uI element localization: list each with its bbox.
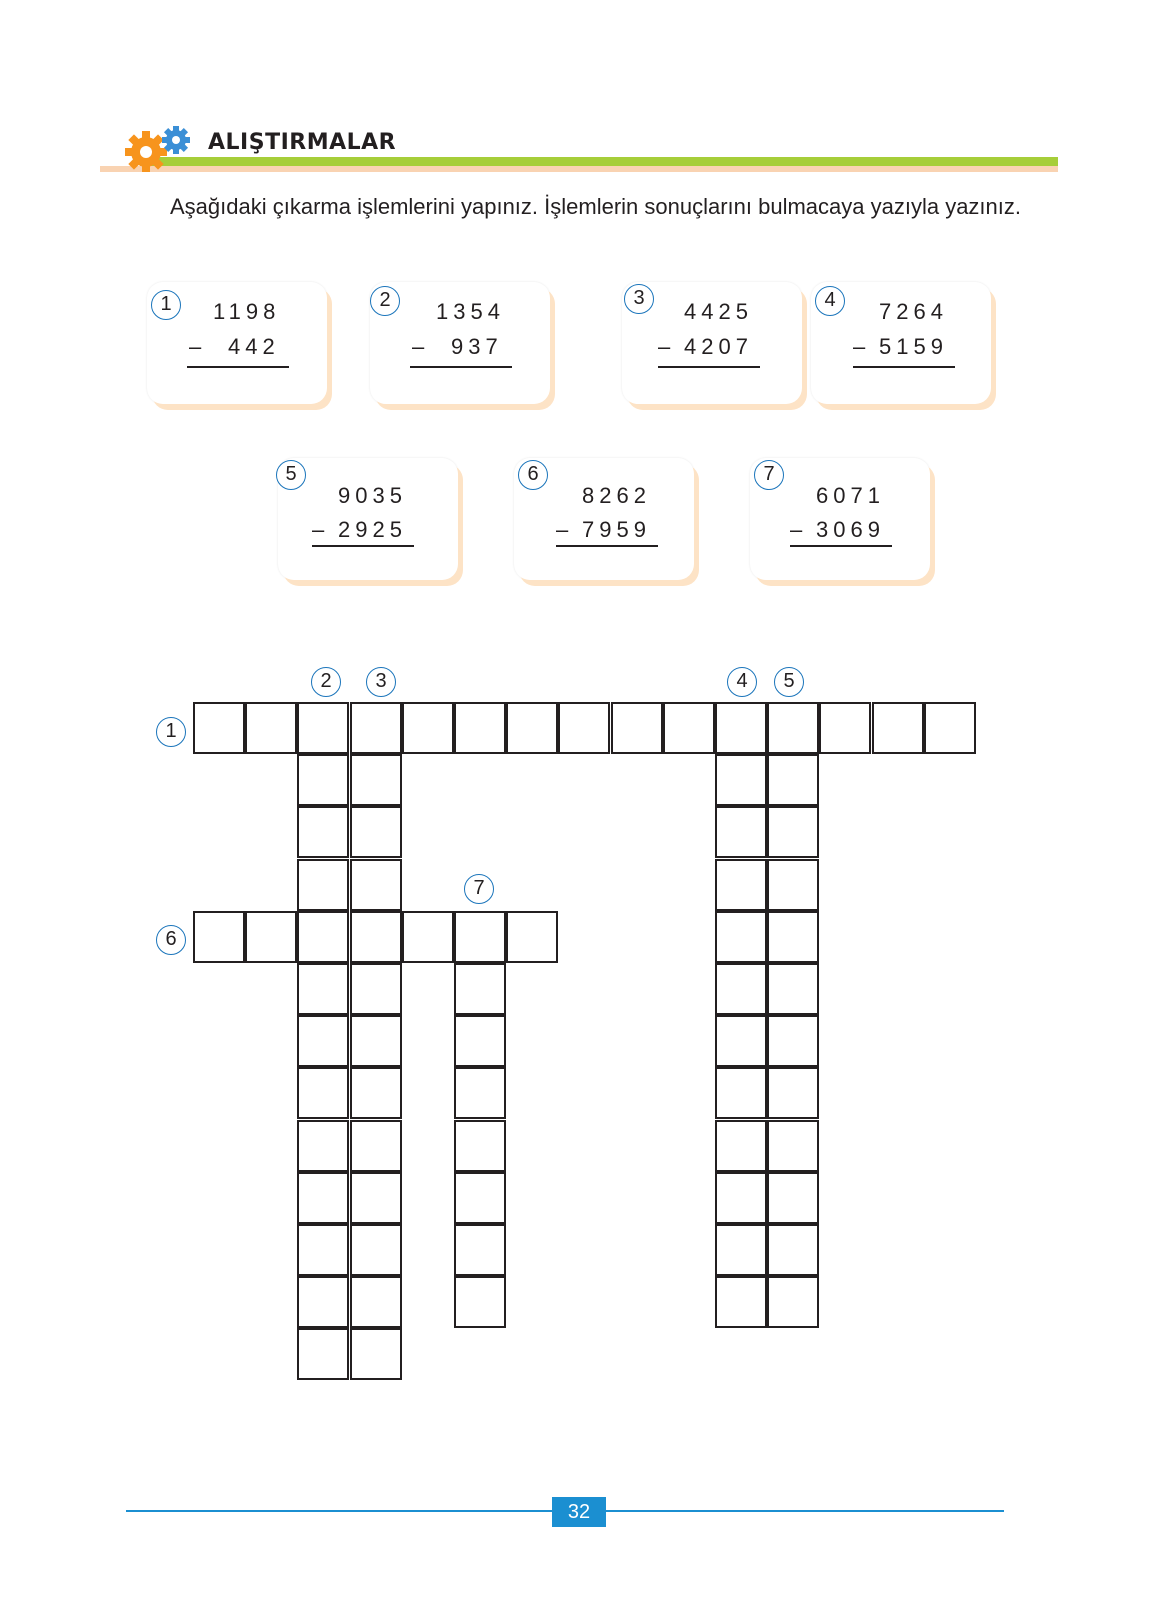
clue-number-4: 4 — [727, 667, 757, 697]
minus-sign: – — [312, 517, 325, 542]
grid-cell[interactable] — [454, 1067, 506, 1119]
grid-cell[interactable] — [350, 1224, 402, 1276]
subtrahend: 2925 — [338, 517, 407, 542]
subtrahend: 937 — [451, 334, 503, 359]
minuend: 1354 — [436, 299, 505, 324]
grid-cell[interactable] — [297, 1276, 349, 1328]
minuend: 6071 — [816, 483, 885, 508]
problem-card-3 — [622, 282, 802, 404]
grid-cell[interactable] — [872, 702, 924, 754]
section-header — [100, 122, 1058, 174]
gears-icon — [124, 124, 204, 172]
grid-cell[interactable] — [297, 963, 349, 1015]
problem-number: 7 — [754, 460, 784, 490]
grid-cell[interactable] — [715, 1276, 767, 1328]
result-line — [410, 366, 512, 368]
page-number: 32 — [552, 1497, 606, 1527]
minus-sign: – — [412, 334, 425, 359]
minuend: 1198 — [213, 299, 281, 324]
footer-line-left — [126, 1510, 552, 1512]
grid-cell[interactable] — [297, 754, 349, 806]
grid-cell[interactable] — [767, 1015, 819, 1067]
grid-cell[interactable] — [558, 702, 610, 754]
grid-cell[interactable] — [350, 702, 402, 754]
grid-cell[interactable] — [350, 1015, 402, 1067]
minus-sign: – — [853, 334, 866, 359]
grid-cell[interactable] — [454, 702, 506, 754]
grid-cell[interactable] — [454, 1120, 506, 1172]
grid-cell[interactable] — [350, 1120, 402, 1172]
clue-number-5: 5 — [774, 667, 804, 697]
grid-cell[interactable] — [350, 1328, 402, 1380]
grid-cell[interactable] — [350, 1276, 402, 1328]
grid-cell[interactable] — [611, 702, 663, 754]
minus-sign: – — [658, 334, 671, 359]
problem-number: 2 — [370, 286, 400, 316]
grid-cell[interactable] — [454, 1224, 506, 1276]
grid-cell[interactable] — [245, 702, 297, 754]
grid-cell[interactable] — [506, 911, 558, 963]
clue-number-3: 3 — [366, 667, 396, 697]
minuend: 7264 — [879, 299, 948, 324]
grid-cell[interactable] — [297, 1172, 349, 1224]
grid-cell[interactable] — [715, 806, 767, 858]
header-underline-peach — [100, 166, 1058, 172]
grid-cell[interactable] — [297, 702, 349, 754]
minus-sign: – — [790, 517, 803, 542]
header-underline-green — [140, 157, 1058, 166]
clue-number-2: 2 — [311, 667, 341, 697]
grid-cell[interactable] — [454, 1276, 506, 1328]
subtrahend: 3069 — [816, 517, 885, 542]
problem-card-1 — [147, 282, 327, 404]
minuend: 8262 — [582, 483, 651, 508]
grid-cell[interactable] — [297, 1067, 349, 1119]
grid-cell[interactable] — [297, 1015, 349, 1067]
grid-cell[interactable] — [350, 963, 402, 1015]
grid-cell[interactable] — [402, 702, 454, 754]
grid-cell[interactable] — [506, 702, 558, 754]
grid-cell[interactable] — [715, 1015, 767, 1067]
grid-cell[interactable] — [715, 859, 767, 911]
clue-number-7: 7 — [464, 874, 494, 904]
grid-cell[interactable] — [402, 911, 454, 963]
grid-cell[interactable] — [454, 963, 506, 1015]
footer-line-right — [606, 1510, 1004, 1512]
grid-cell[interactable] — [350, 754, 402, 806]
grid-cell[interactable] — [350, 911, 402, 963]
grid-cell[interactable] — [924, 702, 976, 754]
result-line — [556, 545, 658, 547]
grid-cell[interactable] — [767, 1067, 819, 1119]
result-line — [187, 366, 289, 368]
grid-cell[interactable] — [767, 963, 819, 1015]
instructions-text: Aşağıdaki çıkarma işlemlerini yapınız. İşlemlerin sonuçlarını bulmacaya yazıyla yazınız. — [170, 194, 1022, 219]
grid-cell[interactable] — [715, 1172, 767, 1224]
grid-cell[interactable] — [767, 1120, 819, 1172]
grid-cell[interactable] — [350, 1067, 402, 1119]
minuend: 9035 — [338, 483, 407, 508]
grid-cell[interactable] — [767, 702, 819, 754]
grid-cell[interactable] — [767, 911, 819, 963]
problem-number: 6 — [518, 460, 548, 490]
grid-cell[interactable] — [297, 806, 349, 858]
grid-cell[interactable] — [350, 859, 402, 911]
problem-number: 1 — [151, 290, 181, 320]
grid-cell[interactable] — [297, 1120, 349, 1172]
section-title: ALIŞTIRMALAR — [208, 130, 397, 155]
grid-cell[interactable] — [767, 1276, 819, 1328]
subtrahend: 4207 — [684, 334, 753, 359]
grid-cell[interactable] — [767, 1224, 819, 1276]
problem-number: 4 — [815, 286, 845, 316]
minus-sign: – — [189, 334, 202, 359]
grid-cell[interactable] — [454, 911, 506, 963]
grid-cell[interactable] — [193, 911, 245, 963]
grid-cell[interactable] — [767, 806, 819, 858]
grid-cell[interactable] — [350, 1172, 402, 1224]
grid-cell[interactable] — [245, 911, 297, 963]
problem-number: 5 — [276, 460, 306, 490]
grid-cell[interactable] — [193, 702, 245, 754]
grid-cell[interactable] — [715, 754, 767, 806]
grid-cell[interactable] — [454, 1172, 506, 1224]
problem-card-4 — [811, 282, 991, 404]
subtrahend: 5159 — [879, 334, 948, 359]
grid-cell[interactable] — [767, 859, 819, 911]
grid-cell[interactable] — [715, 1224, 767, 1276]
grid-cell[interactable] — [297, 859, 349, 911]
minus-sign: – — [556, 517, 569, 542]
minuend: 4425 — [684, 299, 753, 324]
clue-number-1: 1 — [156, 717, 186, 747]
result-line — [658, 366, 760, 368]
grid-cell[interactable] — [715, 963, 767, 1015]
problem-card-2 — [370, 282, 550, 404]
result-line — [312, 545, 414, 547]
clue-number-6: 6 — [156, 925, 186, 955]
problem-card-7 — [750, 458, 930, 580]
problem-card-5 — [278, 458, 458, 580]
grid-cell[interactable] — [819, 702, 871, 754]
result-line — [790, 545, 892, 547]
grid-cell[interactable] — [297, 1328, 349, 1380]
grid-cell[interactable] — [715, 1120, 767, 1172]
grid-cell[interactable] — [350, 806, 402, 858]
grid-cell[interactable] — [297, 1224, 349, 1276]
result-line — [853, 366, 955, 368]
grid-cell[interactable] — [663, 702, 715, 754]
grid-cell[interactable] — [715, 911, 767, 963]
subtrahend: 442 — [228, 334, 280, 359]
problem-number: 3 — [624, 284, 654, 314]
grid-cell[interactable] — [767, 1172, 819, 1224]
grid-cell[interactable] — [715, 702, 767, 754]
problem-card-6 — [514, 458, 694, 580]
grid-cell[interactable] — [715, 1067, 767, 1119]
subtrahend: 7959 — [582, 517, 651, 542]
grid-cell[interactable] — [454, 1015, 506, 1067]
grid-cell[interactable] — [767, 754, 819, 806]
grid-cell[interactable] — [297, 911, 349, 963]
